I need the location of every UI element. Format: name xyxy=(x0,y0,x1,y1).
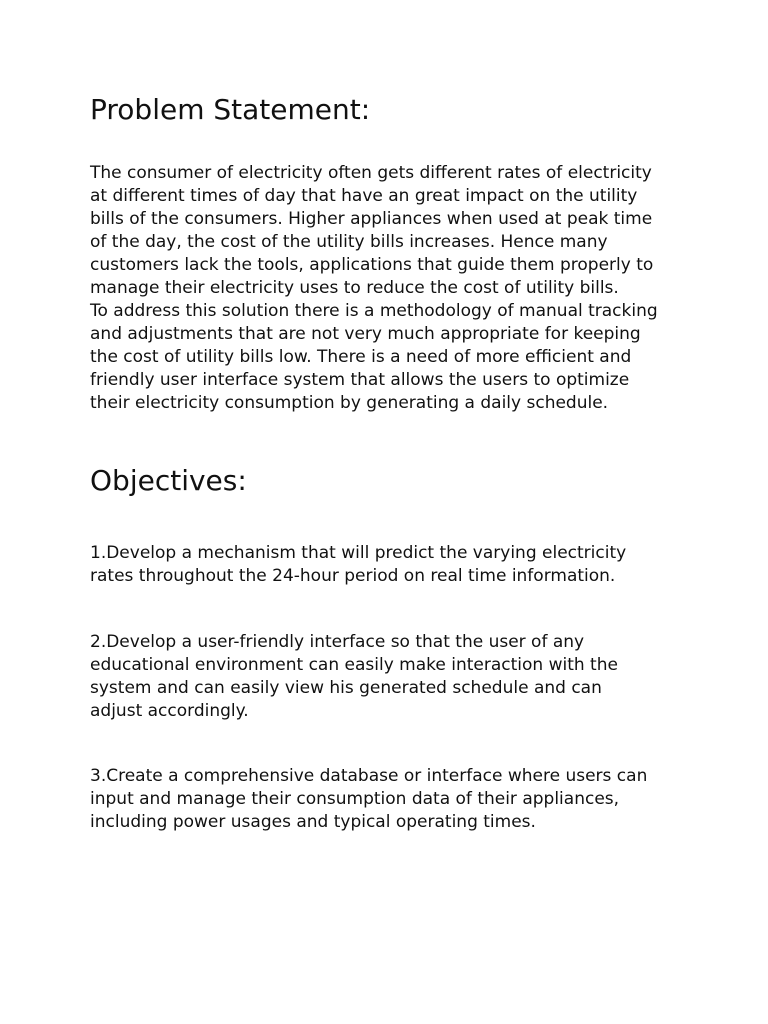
text-line: system and can easily view his generated schedule and can xyxy=(90,678,602,698)
text-line: and adjustments that are not very much appropriate for keeping xyxy=(90,324,641,344)
text-line: friendly user interface system that allows the users to optimize xyxy=(90,370,630,390)
text-line: To address this solution there is a methodology of manual tracking xyxy=(90,301,658,321)
text-line: 2.Develop a user-friendly interface so that the user of any xyxy=(90,632,585,652)
text-line: of the day, the cost of the utility bills increases. Hence many xyxy=(90,232,608,252)
text-line: manage their electricity uses to reduce the cost of utility bills. xyxy=(90,278,619,298)
text-line: 3.Create a comprehensive database or interface where users can xyxy=(90,766,648,786)
objective-item-1 xyxy=(90,542,730,588)
text-line: including power usages and typical operating times. xyxy=(90,812,536,832)
text-line: rates throughout the 24-hour period on real time information. xyxy=(90,566,616,586)
text-line: 1.Develop a mechanism that will predict the varying electricity xyxy=(90,543,627,563)
text-line: input and manage their consumption data of their appliances, xyxy=(90,789,620,809)
text-line: their electricity consumption by generating a daily schedule. xyxy=(90,393,609,413)
text-line: customers lack the tools, applications that guide them properly to xyxy=(90,255,654,275)
text-line: The consumer of electricity often gets different rates of electricity xyxy=(90,163,652,183)
text-line: adjust accordingly. xyxy=(90,701,249,721)
problem-statement-heading: Problem Statement: xyxy=(90,93,371,126)
objective-item-3 xyxy=(90,765,730,834)
objectives-heading: Objectives: xyxy=(90,464,247,497)
text-line: educational environment can easily make interaction with the xyxy=(90,655,618,675)
text-line: the cost of utility bills low. There is a need of more efficient and xyxy=(90,347,632,367)
text-line: bills of the consumers. Higher appliances when used at peak time xyxy=(90,209,653,229)
text-line: at different times of day that have an great impact on the utility xyxy=(90,186,638,206)
problem-statement-paragraph xyxy=(90,162,730,415)
objective-item-2 xyxy=(90,631,730,723)
